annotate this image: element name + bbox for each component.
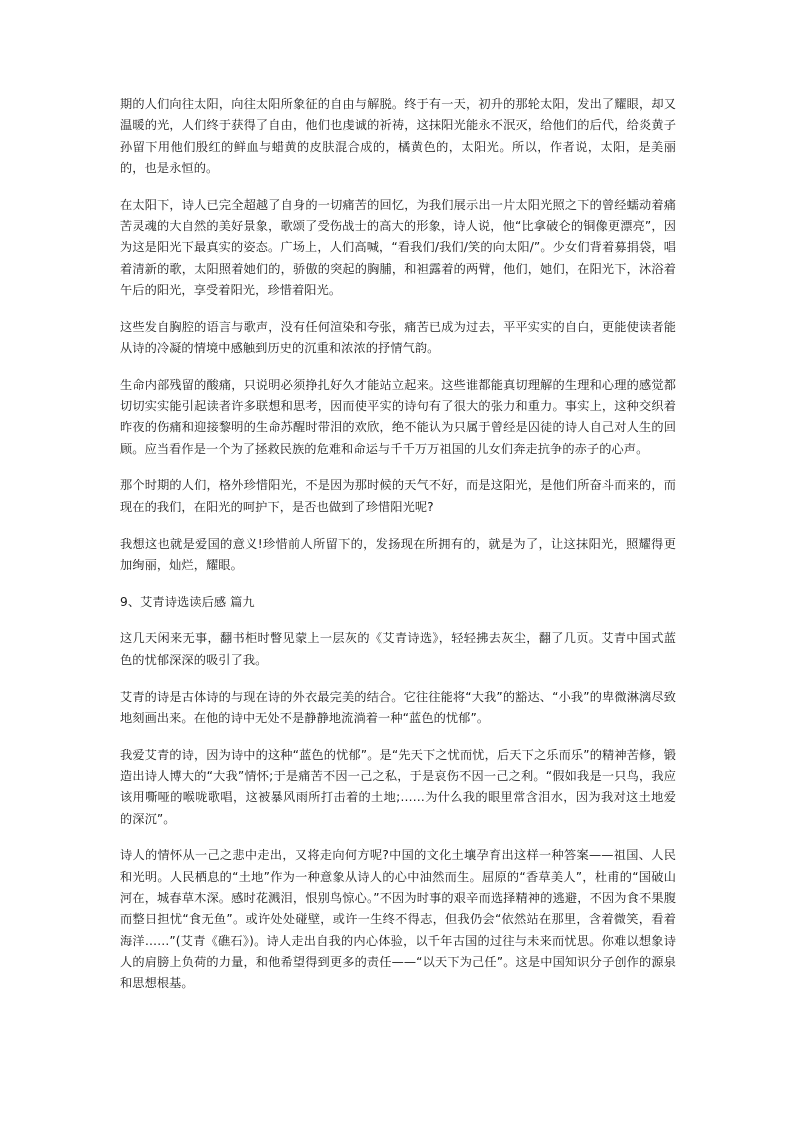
body-paragraph: 诗人的情怀从一己之悲中走出，又将走向何方呢?中国的文化土壤孕育出这样一种答案——祖国、人民和光明。人民栖息的“土地”作为一种意象从诗人的心中油然而生。屈原的“香草美人”，杜甫的“国破山河在，城春草木深。感时花溅泪，恨别鸟惊心。”不因为时事的艰辛而选择精神的逃避，不因为食不果腹而整日担忧“食无鱼”。或许处处碰壁，或许一生终不得志，但我仍会“依然站在那里，含着微笑，看着海洋……”(艾青《礁石》)。诗人走出自我的内心体验，以千年古国的过往与未来而忧思。你难以想象诗人的肩膀上负荷的力量，和他希望得到更多的责任——“以天下为己任”。这是中国知识分子创作的源泉和思想根基。 [120, 848, 676, 991]
body-paragraph: 我爱艾青的诗，因为诗中的这种“蓝色的忧郁”。是“先天下之忧而忧，后天下之乐而乐”的精神苦修，锻造出诗人博大的“大我”情怀;于是痛苦不因一己之私，于是哀伤不因一己之利。“假如我是一只鸟，我应该用嘶哑的喉咙歌唱，这被暴风雨所打击着的土地;……为什么我的眼里常含泪水，因为我对这土地爱的深沉”。 [120, 747, 676, 826]
body-paragraph: 这几天闲来无事，翻书柜时瞥见蒙上一层灰的《艾青诗选》，轻轻拂去灰尘，翻了几页。艾青中国式蓝色的忧郁深深的吸引了我。 [120, 631, 676, 667]
section-heading: 9、艾青诗选读后感 篇九 [120, 594, 255, 609]
body-paragraph: 我想这也就是爱国的意义!珍惜前人所留下的，发扬现在所拥有的，就是为了，让这抹阳光，照耀得更加绚丽，灿烂，耀眼。 [120, 536, 676, 572]
body-paragraph: 在太阳下，诗人已完全超越了自身的一切痛苦的回忆，为我们展示出一片太阳光照之下的曾经蠕动着痛苦灵魂的大自然的美好景象，歌颂了受伤战士的高大的形象，诗人说，他“比拿破仑的铜像更漂亮”，因为这是阳光下最真实的姿态。广场上，人们高喊，“看我们/我们/笑的向太阳/”。少女们背着募捐袋，唱着清新的歌，太阳照着她们的，骄傲的突起的胸脯，和袒露着的两臂，他们，她们，在阳光下，沐浴着午后的阳光，享受着阳光，珍惜着阳光。 [120, 197, 676, 297]
body-paragraph: 这些发自胸腔的语言与歌声，没有任何渲染和夸张，痛苦已成为过去，平平实实的自白，更能使读者能从诗的冷凝的情境中感触到历史的沉重和浓浓的抒情气韵。 [120, 319, 676, 355]
body-paragraph: 期的人们向往太阳，向往太阳所象征的自由与解脱。终于有一天，初升的那轮太阳，发出了耀眼，却又温暖的光，人们终于获得了自由，他们也虔诚的祈祷，这抹阳光能永不泯灭，给他们的后代，给炎黄子孙留下用他们殷红的鲜血与蜡黄的皮肤混合成的，橘黄色的，太阳光。所以，作者说，太阳，是美丽的，也是永恒的。 [120, 97, 676, 175]
body-paragraph: 那个时期的人们，格外珍惜阳光，不是因为那时候的天气不好，而是这阳光，是他们所奋斗而来的，而现在的我们，在阳光的呵护下，是否也做到了珍惜阳光呢? [120, 478, 676, 514]
body-paragraph: 艾青的诗是古体诗的与现在诗的外衣最完美的结合。它往往能将“大我”的豁达、“小我”的卑微淋漓尽致地刻画出来。在他的诗中无处不是静静地流淌着一种“蓝色的忧郁”。 [120, 689, 676, 725]
body-paragraph: 生命内部残留的酸痛，只说明必须挣扎好久才能站立起来。这些谁都能真切理解的生理和心理的感觉都切切实实能引起读者许多联想和思考，因而使平实的诗句有了很大的张力和重力。事实上，这种交织着昨夜的伤痛和迎接黎明的生命苏醒时带泪的欢欣，绝不能认为只属于曾经是囚徒的诗人自己对人生的回顾。应当看作是一个为了拯救民族的危难和命运与千千万万祖国的儿女们奔走抗争的赤子的心声。 [120, 377, 676, 456]
